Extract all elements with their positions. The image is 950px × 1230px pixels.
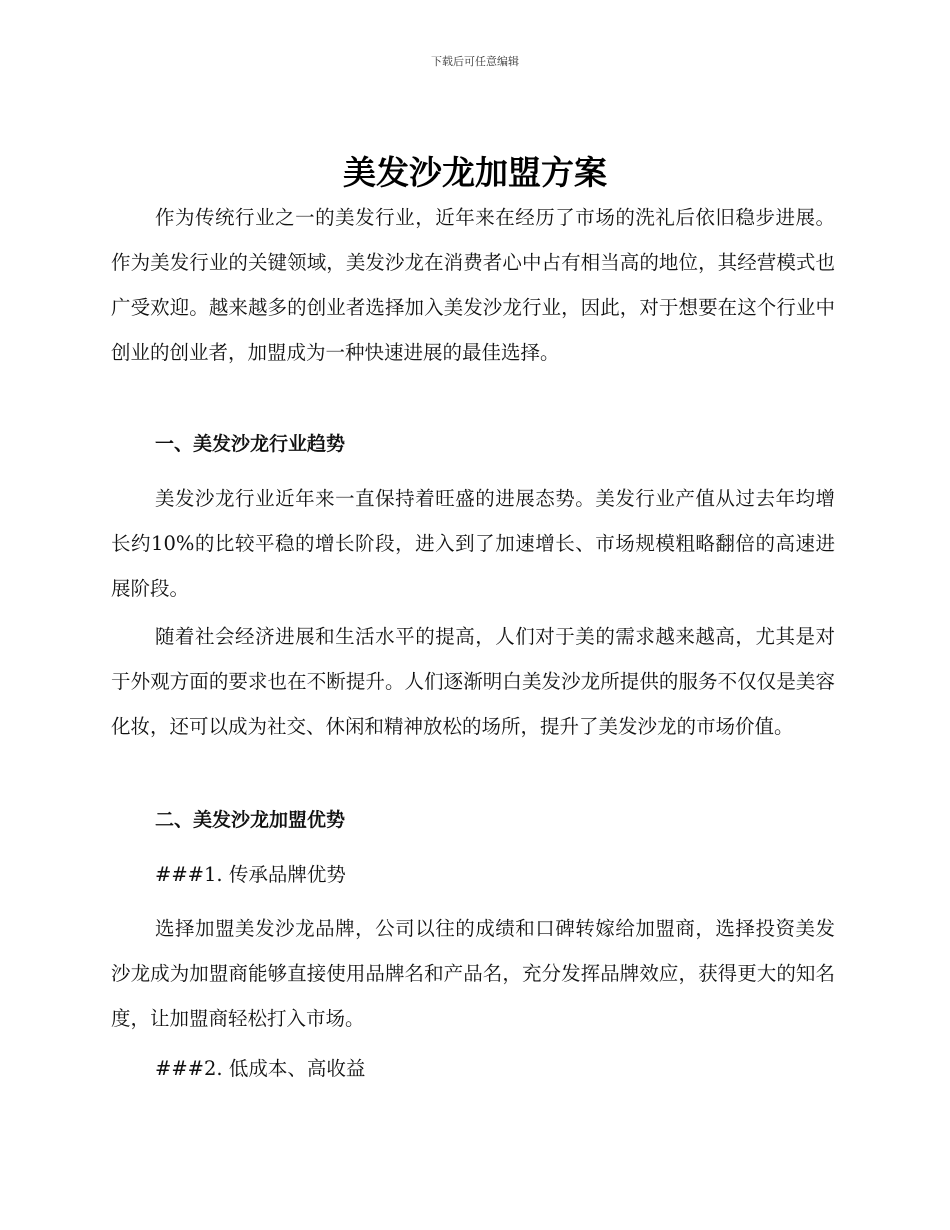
section-2-heading: 二、美发沙龙加盟优势 [155, 809, 346, 831]
document-title: 美发沙龙加盟方案 [343, 153, 607, 192]
intro-paragraph: 作为传统行业之一的美发行业，近年来在经历了市场的洗礼后依旧稳步进展。作为美发行业的关键领域，美发沙龙在消费者心中占有相当高的地位，其经营模式也广受欢迎。越来越多的创业者选择加入美发沙龙行业，因此，对于想要在这个行业中创业的创业者，加盟成为一种快速进展的最佳选择。 [111, 206, 835, 364]
section-1-paragraph-1: 美发沙龙行业近年来一直保持着旺盛的进展态势。美发行业产值从过去年均增长约10%的比较平稳的增长阶段，进入到了加速增长、市场规模粗略翻倍的高速进展阶段。 [111, 487, 835, 600]
subsection-1-paragraph: 选择加盟美发沙龙品牌，公司以往的成绩和口碑转嫁给加盟商，选择投资美发沙龙成为加盟商能够直接使用品牌名和产品名，充分发挥品牌效应，获得更大的知名度，让加盟商轻松打入市场。 [111, 917, 835, 1030]
section-1-paragraph-2: 随着社会经济进展和生活水平的提高，人们对于美的需求越来越高，尤其是对于外观方面的要求也在不断提升。人们逐渐明白美发沙龙所提供的服务不仅仅是美容化妆，还可以成为社交、休闲和精神放松的场所，提升了美发沙龙的市场价值。 [111, 625, 835, 738]
subsection-1-heading: ###1. 传承品牌优势 [155, 863, 346, 886]
section-1-heading: 一、美发沙龙行业趋势 [155, 433, 346, 455]
page-header: 下载后可任意编辑 [431, 55, 519, 68]
subsection-2-heading: ###2. 低成本、高收益 [155, 1057, 366, 1080]
